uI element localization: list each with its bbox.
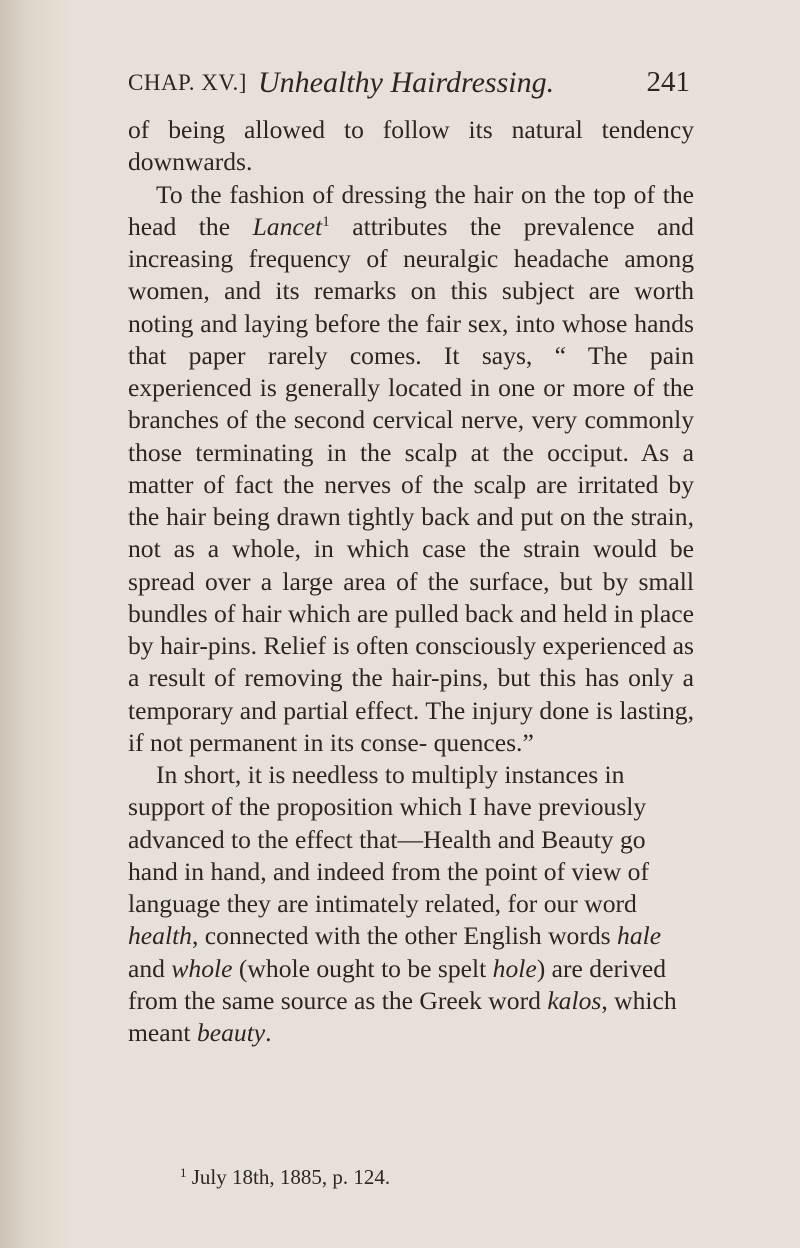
footnote — [180, 1164, 680, 1190]
running-header — [128, 62, 690, 106]
paragraph-2: To the fashion of dressing the hair on the top of the head the Lancet$^1$ attributes the prevalence and increasing frequency of neuralgic headache among women, and its remarks on this subject are worth noting and laying before the fair sex, into whose hands that paper rarely comes. It says, “ The pain experienced is generally located in one or more of the branches of the second cervical nerve, very commonly those terminating in the scalp at the occiput. As a matter of fact the nerves of the scalp are irritated by the hair being drawn tightly back and put on the strain, not as a whole, in which case the strain would be spread over a large area of the surface, but by small bundles of hair which are pulled back and held in place by hair-pins. Relief is often consciously experienced as a result of removing the hair-pins, but this has only a temporary and partial effect. The injury done is lasting, if not permanent in its conse- quences.” — [128, 179, 694, 757]
chapter-title: Unhealthy Hairdressing. — [258, 66, 555, 99]
footnote-text: July 18th, 1885, p. 124. — [186, 1165, 391, 1189]
footnote-marker: 1 — [180, 1165, 187, 1180]
paragraph-1: of being allowed to follow its natural tendency downwards. — [128, 115, 694, 177]
page-number: 241 — [646, 66, 690, 98]
footnote-ref: 1 — [322, 213, 330, 230]
paragraph-3: In short, it is needless to multiply instances in support of the proposition which I have previously advanced to the effect that—Health and Beauty go hand in hand, and indeed from the point of view of language they are intimately related, for our word health, connected with the other English words hale and whole (whole ought to be spelt hole) are derived from the same source as the Greek word kalos, which meant beauty. — [128, 760, 677, 1047]
italic-lancet: Lancet — [252, 211, 323, 241]
body-text — [128, 114, 694, 1049]
chapter-label: CHAP. XV.] — [128, 70, 247, 95]
